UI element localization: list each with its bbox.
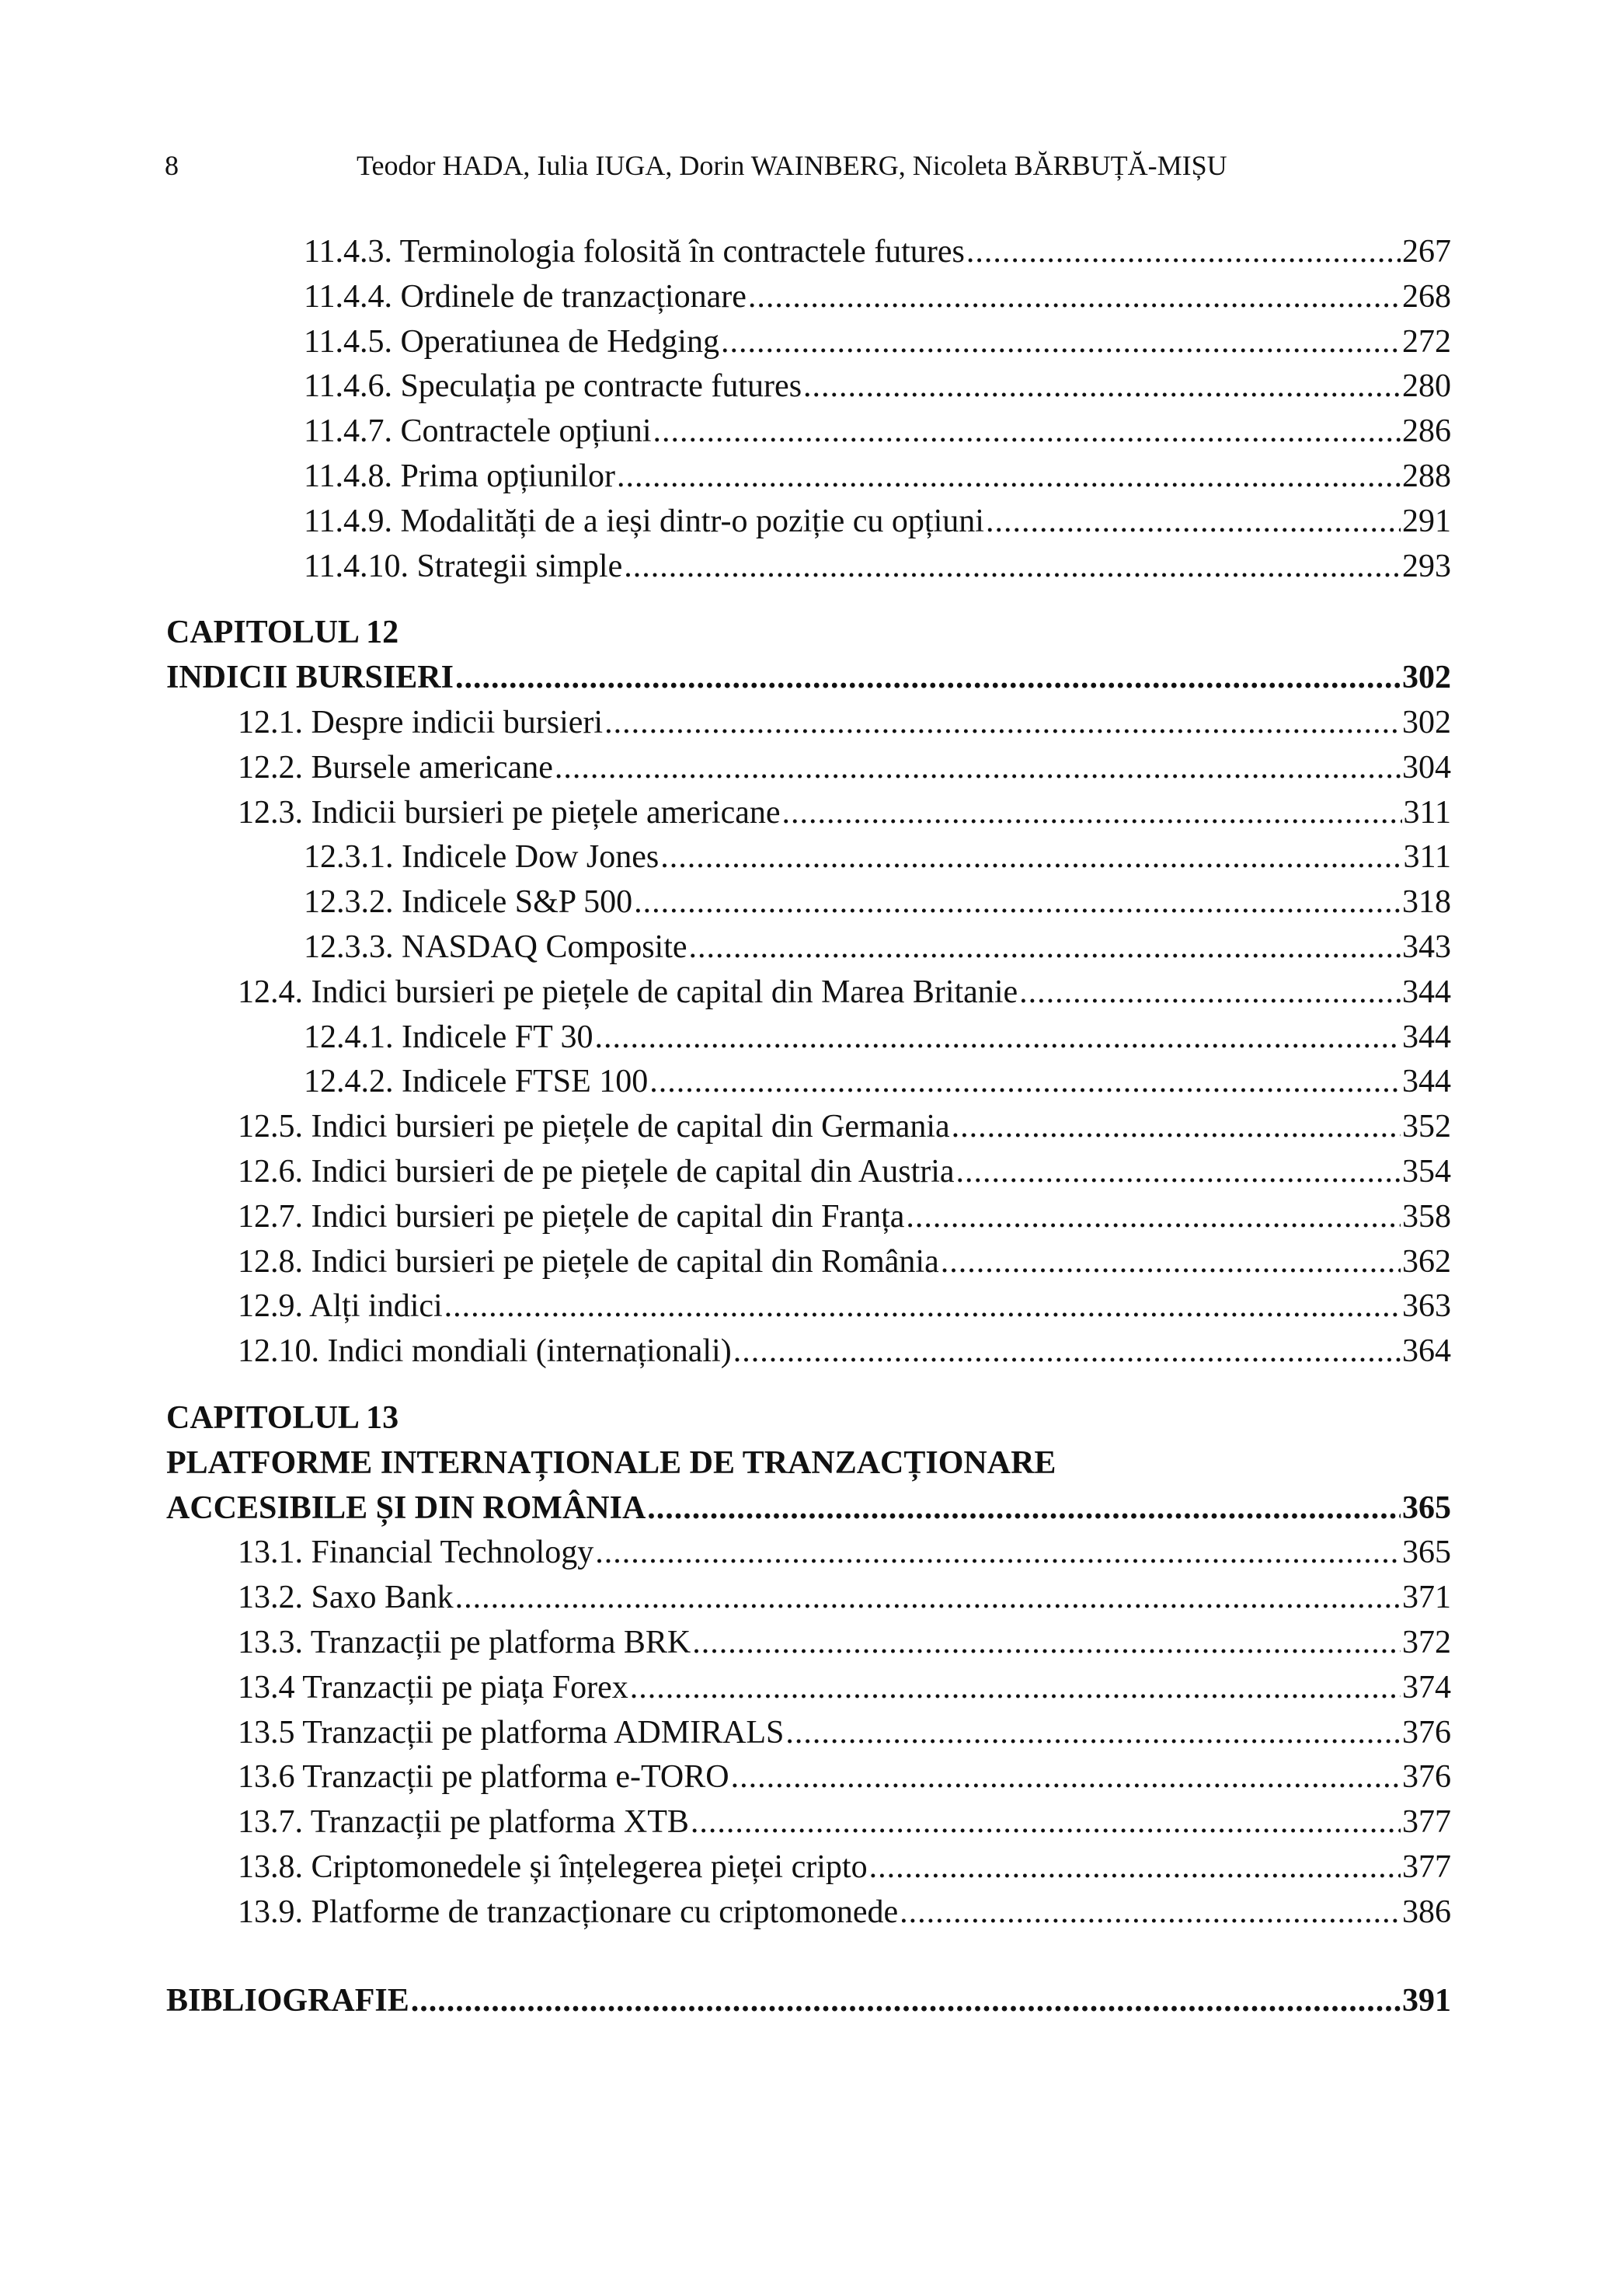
toc-entry[interactable] <box>166 880 1451 925</box>
entry-title: 12.9. Alți indici <box>238 1288 443 1325</box>
entry-page: 376 <box>1402 1714 1451 1751</box>
entry-page: 272 <box>1402 323 1451 360</box>
entry-page: 376 <box>1402 1759 1451 1796</box>
entry-page: 372 <box>1402 1624 1451 1660</box>
leader-dots <box>952 1105 1401 1150</box>
toc-entry[interactable] <box>166 455 1451 500</box>
entry-page: 365 <box>1402 1489 1451 1526</box>
toc-entry[interactable] <box>166 320 1451 365</box>
entry-title: 12.4.1. Indicele FT 30 <box>304 1019 593 1055</box>
toc-entry[interactable] <box>166 1150 1451 1195</box>
entry-page: 354 <box>1402 1153 1451 1190</box>
leader-dots <box>595 1016 1401 1061</box>
toc-entry[interactable] <box>166 1666 1451 1711</box>
entry-page: 343 <box>1402 929 1451 965</box>
leader-dots <box>869 1845 1401 1890</box>
entry-page: 304 <box>1402 749 1451 786</box>
entry-title: 13.7. Tranzacții pe platforma XTB <box>238 1804 689 1841</box>
entry-page: 386 <box>1402 1894 1451 1930</box>
toc-entry[interactable] <box>166 1016 1451 1061</box>
chapter-13-label: CAPITOLUL 13 <box>166 1399 399 1436</box>
entry-title: 11.4.3. Terminologia folosită în contractele futures <box>304 234 965 270</box>
entry-title: 12.3.1. Indicele Dow Jones <box>304 839 660 876</box>
leader-dots <box>630 1666 1401 1711</box>
entry-page: 291 <box>1402 503 1451 539</box>
toc-entry[interactable] <box>166 230 1451 275</box>
entry-page: 377 <box>1402 1848 1451 1885</box>
toc-entry[interactable] <box>166 791 1451 836</box>
entry-title: 12.6. Indici bursieri de pe piețele de capital din Austria <box>238 1153 955 1190</box>
entry-page: 311 <box>1403 794 1451 831</box>
toc-entry[interactable] <box>166 1195 1451 1240</box>
toc-entry[interactable] <box>166 1890 1451 1935</box>
leader-dots <box>411 1979 1401 2024</box>
entry-page: 352 <box>1402 1109 1451 1145</box>
entry-page: 280 <box>1402 368 1451 405</box>
entry-page: 302 <box>1402 704 1451 740</box>
leader-dots <box>748 275 1401 320</box>
entry-title: 12.4. Indici bursieri pe piețele de capital din Marea Britanie <box>238 974 1018 1010</box>
leader-dots <box>803 364 1401 409</box>
leader-dots <box>660 835 1401 880</box>
entry-title: 11.4.6. Speculația pe contracte futures <box>304 368 802 405</box>
entry-page: 344 <box>1402 1019 1451 1055</box>
leader-dots <box>653 409 1401 455</box>
entry-title: 13.9. Platforme de tranzacționare cu criptomonede <box>238 1894 899 1930</box>
entry-title: 11.4.4. Ordinele de tranzacționare <box>304 278 747 315</box>
leader-dots <box>624 545 1401 590</box>
leader-dots <box>1019 970 1401 1016</box>
toc-entry[interactable] <box>166 275 1451 320</box>
entry-page: 288 <box>1402 458 1451 494</box>
leader-dots <box>634 880 1401 925</box>
leader-dots <box>956 1150 1401 1195</box>
chapter-13-entries <box>166 1531 1451 1935</box>
leader-dots <box>785 1711 1401 1756</box>
leader-dots <box>731 1755 1401 1800</box>
entry-title: INDICII BURSIERI <box>166 660 454 696</box>
entry-page: 364 <box>1402 1333 1451 1370</box>
leader-dots <box>604 701 1401 746</box>
entry-page: 371 <box>1402 1580 1451 1616</box>
toc-entry[interactable] <box>166 1060 1451 1105</box>
toc-entry[interactable] <box>166 1800 1451 1845</box>
toc-entry[interactable] <box>166 1105 1451 1150</box>
toc-entry[interactable] <box>166 1845 1451 1890</box>
entry-page: 311 <box>1403 839 1451 876</box>
leader-dots <box>733 1329 1401 1374</box>
leader-dots <box>647 1486 1401 1531</box>
toc-entry[interactable] <box>166 1240 1451 1285</box>
toc-entry[interactable] <box>166 545 1451 590</box>
leader-dots <box>691 1800 1401 1845</box>
entry-title: 13.2. Saxo Bank <box>238 1580 454 1616</box>
entry-page: 268 <box>1402 278 1451 315</box>
entry-page: 267 <box>1402 234 1451 270</box>
toc-entry[interactable] <box>166 1329 1451 1374</box>
entry-title: 13.4 Tranzacții pe piața Forex <box>238 1669 628 1705</box>
entry-title: 13.1. Financial Technology <box>238 1535 594 1571</box>
entry-page: 344 <box>1402 1064 1451 1100</box>
leader-dots <box>900 1890 1401 1935</box>
entry-title: ACCESIBILE ȘI DIN ROMÂNIA <box>166 1489 646 1526</box>
entry-title: 12.10. Indici mondiali (internaționali) <box>238 1333 732 1370</box>
entry-title: 13.8. Criptomonedele și înțelegerea pieței cripto <box>238 1848 868 1885</box>
leader-dots <box>617 455 1401 500</box>
entry-title: 13.5 Tranzacții pe platforma ADMIRALS <box>238 1714 785 1751</box>
entry-title: 12.2. Bursele americane <box>238 749 553 786</box>
entry-page: 363 <box>1402 1288 1451 1325</box>
chapter-12-entries <box>166 701 1451 1374</box>
entry-title: 12.1. Despre indicii bursieri <box>238 704 604 740</box>
entry-title: 13.6 Tranzacții pe platforma e-TORO <box>238 1759 729 1796</box>
entry-page: 362 <box>1402 1243 1451 1280</box>
toc-entry[interactable] <box>166 970 1451 1016</box>
toc-entry[interactable] <box>166 746 1451 791</box>
leader-dots <box>941 1240 1401 1285</box>
toc-entry[interactable] <box>166 409 1451 455</box>
table-of-contents <box>166 230 1451 2024</box>
toc-entry[interactable] <box>166 1531 1451 1576</box>
leader-dots <box>649 1060 1401 1105</box>
leader-dots <box>555 746 1401 791</box>
chapter-13-title-line1: PLATFORME INTERNAȚIONALE DE TRANZACȚIONARE <box>166 1444 1056 1481</box>
leader-dots <box>595 1531 1401 1576</box>
entry-page: 365 <box>1402 1535 1451 1571</box>
toc-entry[interactable] <box>166 925 1451 970</box>
chapter-13-title-entry[interactable] <box>166 1486 1451 1531</box>
entry-title: 12.8. Indici bursieri pe piețele de capital din România <box>238 1243 939 1280</box>
entry-title: 12.4.2. Indicele FTSE 100 <box>304 1064 649 1100</box>
leader-dots <box>689 925 1401 970</box>
page-number: 8 <box>165 150 179 181</box>
section-11-entries <box>166 230 1451 589</box>
entry-page: 344 <box>1402 974 1451 1010</box>
entry-title: 12.3.2. Indicele S&P 500 <box>304 884 633 921</box>
leader-dots <box>455 656 1401 701</box>
leader-dots <box>906 1195 1401 1240</box>
entry-page: 318 <box>1402 884 1451 921</box>
bibliography-entry[interactable] <box>166 1979 1451 2024</box>
toc-entry[interactable] <box>166 500 1451 545</box>
leader-dots <box>966 230 1401 275</box>
toc-entry[interactable] <box>166 1284 1451 1329</box>
entry-title: 12.3. Indicii bursieri pe piețele americane <box>238 794 781 831</box>
entry-title: 11.4.8. Prima opțiunilor <box>304 458 615 494</box>
toc-entry[interactable] <box>166 701 1451 746</box>
entry-title: 11.4.7. Contractele opțiuni <box>304 413 652 450</box>
toc-entry[interactable] <box>166 1576 1451 1621</box>
leader-dots <box>782 791 1402 836</box>
entry-title: 12.3.3. NASDAQ Composite <box>304 929 687 965</box>
leader-dots <box>444 1284 1401 1329</box>
leader-dots <box>455 1576 1401 1621</box>
toc-entry[interactable] <box>166 1621 1451 1666</box>
entry-page: 302 <box>1402 660 1451 696</box>
entry-title: 11.4.10. Strategii simple <box>304 548 623 584</box>
chapter-12-label: CAPITOLUL 12 <box>166 615 399 651</box>
entry-title: BIBLIOGRAFIE <box>166 1983 409 2019</box>
entry-page: 293 <box>1402 548 1451 584</box>
chapter-12-title-entry[interactable] <box>166 656 1451 701</box>
entry-page: 377 <box>1402 1804 1451 1841</box>
leader-dots <box>986 500 1401 545</box>
entry-title: 13.3. Tranzacții pe platforma BRK <box>238 1624 691 1660</box>
toc-entry[interactable] <box>166 835 1451 880</box>
entry-page: 286 <box>1402 413 1451 450</box>
leader-dots <box>721 320 1401 365</box>
entry-title: 11.4.5. Operatiunea de Hedging <box>304 323 719 360</box>
leader-dots <box>692 1621 1401 1666</box>
entry-title: 11.4.9. Modalități de a ieși dintr-o poziție cu opțiuni <box>304 503 984 539</box>
entry-title: 12.5. Indici bursieri pe piețele de capital din Germania <box>238 1109 950 1145</box>
toc-entry[interactable] <box>166 1711 1451 1756</box>
entry-page: 374 <box>1402 1669 1451 1705</box>
entry-page: 358 <box>1402 1198 1451 1235</box>
toc-entry[interactable] <box>166 364 1451 409</box>
toc-entry[interactable] <box>166 1755 1451 1800</box>
entry-page: 391 <box>1402 1983 1451 2019</box>
entry-title: 12.7. Indici bursieri pe piețele de capital din Franța <box>238 1198 905 1235</box>
authors: Teodor HADA, Iulia IUGA, Dorin WAINBERG, Nicoleta BĂRBUȚĂ-MIȘU <box>357 150 1227 181</box>
